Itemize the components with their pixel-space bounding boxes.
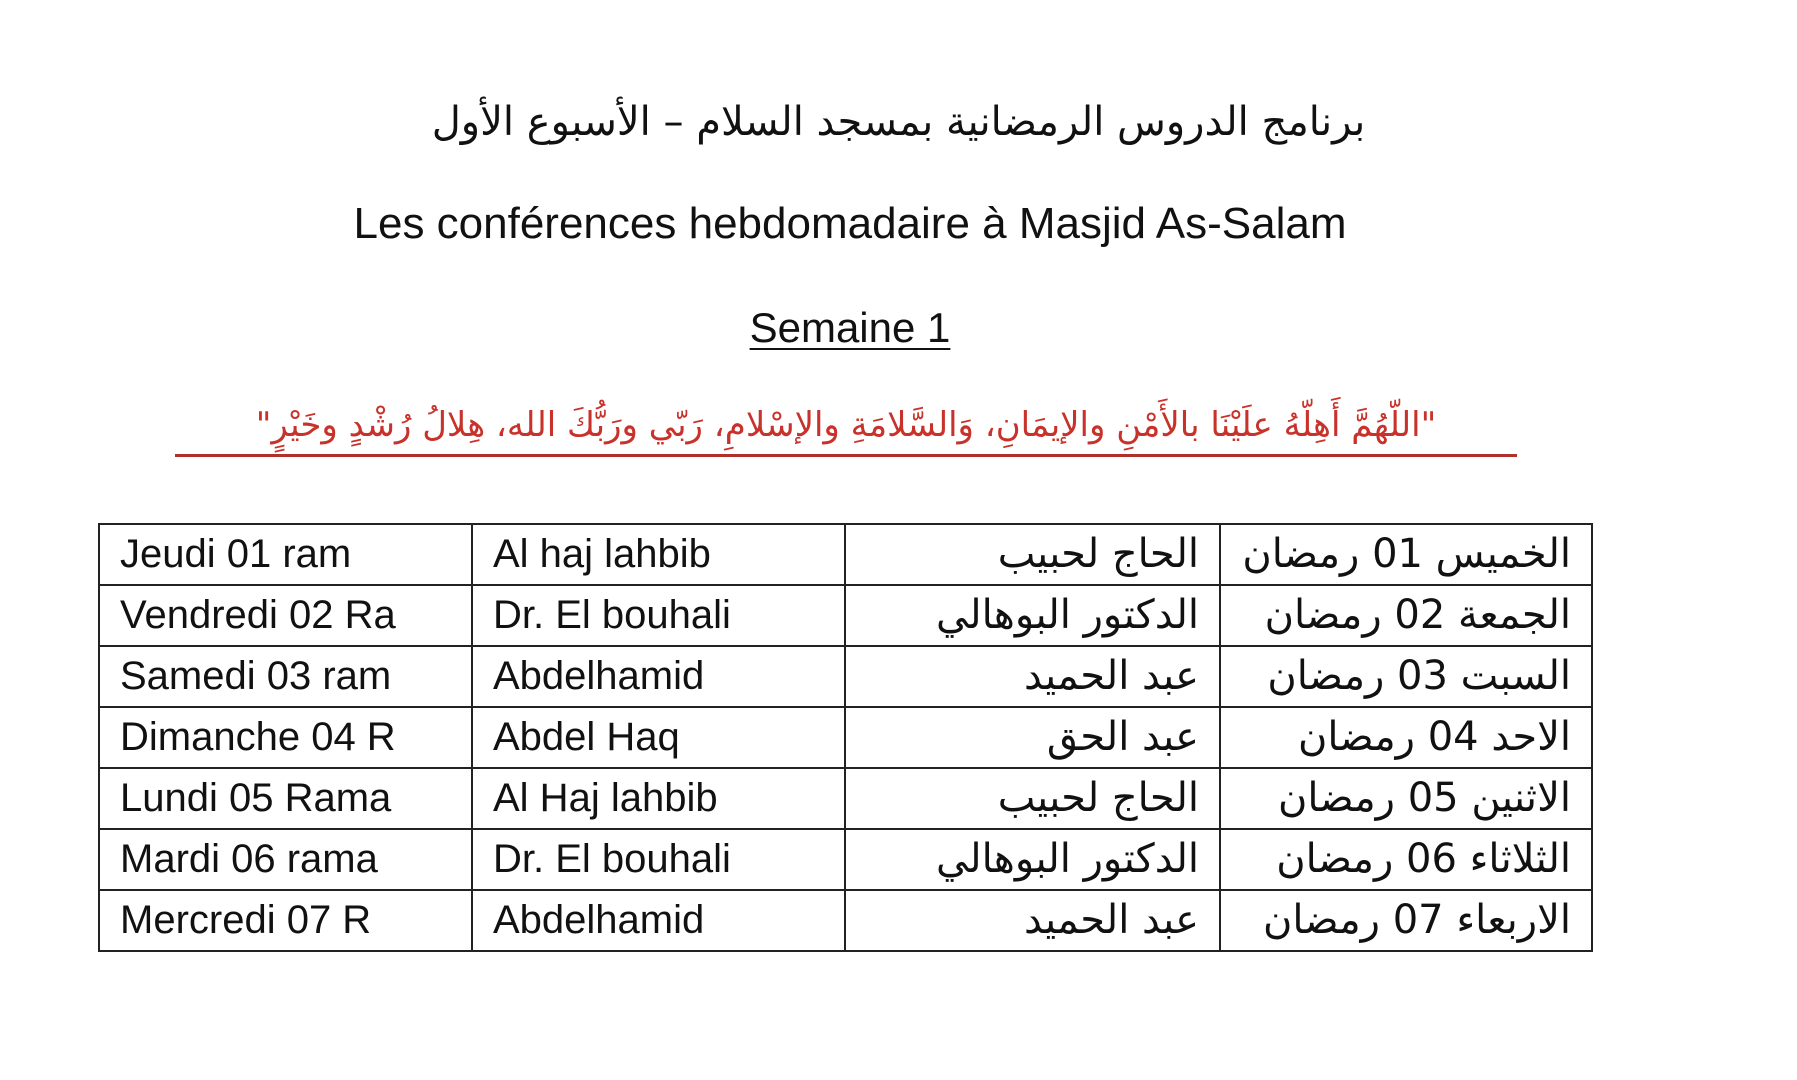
day-fr-cell: Dimanche 04 R [99,707,472,768]
speaker-fr-cell: Abdel Haq [472,707,845,768]
day-ar-cell: الاثنين 05 رمضان [1220,768,1592,829]
speaker-ar-cell: الدكتور البوهالي [845,585,1220,646]
day-ar-cell: السبت 03 رمضان [1220,646,1592,707]
table-row [99,524,1592,585]
speaker-fr-cell: Abdelhamid [472,890,845,951]
table-row [99,768,1592,829]
speaker-ar-cell: الحاج لحبيب [845,768,1220,829]
day-fr-cell: Vendredi 02 Ra [99,585,472,646]
table-row [99,585,1592,646]
day-fr-cell: Samedi 03 ram [99,646,472,707]
arabic-title: برنامج الدروس الرمضانية بمسجد السلام – الأسبوع الأول [431,99,1366,145]
speaker-fr-cell: Al haj lahbib [472,524,845,585]
speaker-ar-cell: عبد الحميد [845,646,1220,707]
speaker-fr-cell: Dr. El bouhali [472,585,845,646]
speaker-fr-cell: Al Haj lahbib [472,768,845,829]
day-ar-cell: الثلاثاء 06 رمضان [1220,829,1592,890]
speaker-ar-cell: عبد الحميد [845,890,1220,951]
day-fr-cell: Mardi 06 rama [99,829,472,890]
french-title: Les conférences hebdomadaire à Masjid As-Salam [353,199,1347,248]
day-fr-cell: Jeudi 01 ram [99,524,472,585]
schedule-table [98,523,1593,952]
week-label: Semaine 1 [749,304,951,351]
table-row [99,829,1592,890]
speaker-fr-cell: Dr. El bouhali [472,829,845,890]
day-ar-cell: الاحد 04 رمضان [1220,707,1592,768]
table-row [99,890,1592,951]
week-heading [0,302,1700,354]
speaker-ar-cell: الحاج لحبيب [845,524,1220,585]
day-ar-cell: الخميس 01 رمضان [1220,524,1592,585]
speaker-fr-cell: Abdelhamid [472,646,845,707]
day-ar-cell: الاربعاء 07 رمضان [1220,890,1592,951]
day-fr-cell: Lundi 05 Rama [99,768,472,829]
day-ar-cell: الجمعة 02 رمضان [1220,585,1592,646]
speaker-ar-cell: الدكتور البوهالي [845,829,1220,890]
speaker-ar-cell: عبد الحق [845,707,1220,768]
table-row [99,707,1592,768]
table-row [99,646,1592,707]
dua-quote: "اللّهُمَّ أَهِلّهُ علَيْنَا بالأَمْنِ والإيمَانِ، وَالسَّلامَةِ والإسْلامِ، رَبّي ورَبُّكَ الله، هِلالُ رُشْدٍ وخَيْرٍ" [175,396,1517,457]
day-fr-cell: Mercredi 07 R [99,890,472,951]
